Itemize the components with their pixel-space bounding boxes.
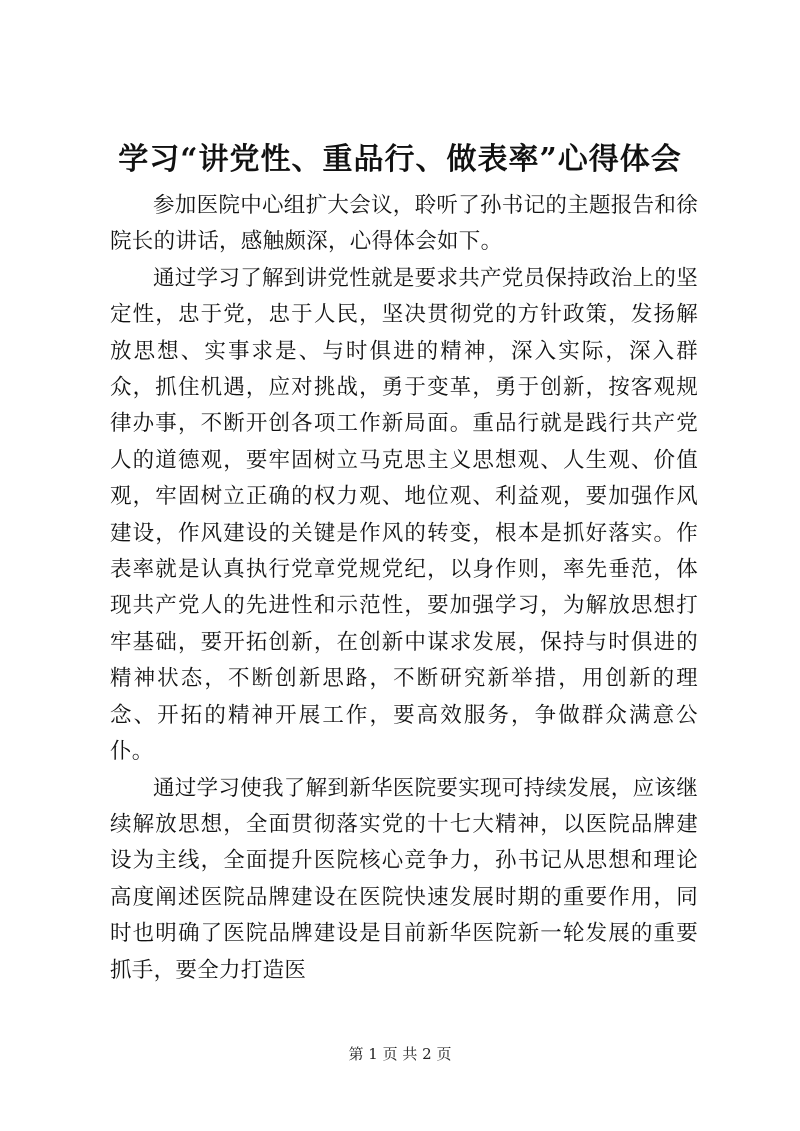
paragraph-intro: 参加医院中心组扩大会议，聆听了孙书记的主题报告和徐院长的讲话，感触颇深，心得体会如下。: [110, 193, 699, 255]
page-number-footer: 第 1 页 共 2 页: [348, 1045, 452, 1063]
document-title: 学习“讲党性、重品行、做表率”心得体会: [118, 142, 682, 177]
paragraph-hospital-development: 通过学习使我了解到新华医院要实现可持续发展，应该继续解放思想，全面贯彻落实党的十七大精神，以医院品牌建设为主线，全面提升医院核心竞争力，孙书记从思想和理论高度阐述医院品牌建设在医院快速发展时期的重要作用，同时也明确了医院品牌建设是目前新华医院新一轮发展的重要抓手，要全力打造医: [110, 775, 699, 983]
paragraph-party-spirit: 通过学习了解到讲党性就是要求共产党员保持政治上的坚定性，忠于党，忠于人民，坚决贯彻党的方针政策，发扬解放思想、实事求是、与时俱进的精神，深入实际，深入群众，抓住机遇，应对挑战，勇于变革，勇于创新，按客观规律办事，不断开创各项工作新局面。重品行就是践行共产党人的道德观，要牢固树立马克思主义思想观、人生观、价值观，牢固树立正确的权力观、地位观、利益观，要加强作风建设，作风建设的关键是作风的转变，根本是抓好落实。作表率就是认真执行党章党规党纪，以身作则，率先垂范，体现共产党人的先进性和示范性，要加强学习，为解放思想打牢基础，要开拓创新，在创新中谋求发展，保持与时俱进的精神状态，不断创新思路，不断研究新举措，用创新的理念、开拓的精神开展工作，要高效服务，争做群众满意公仆。: [110, 265, 699, 765]
document-body: [110, 188, 698, 989]
